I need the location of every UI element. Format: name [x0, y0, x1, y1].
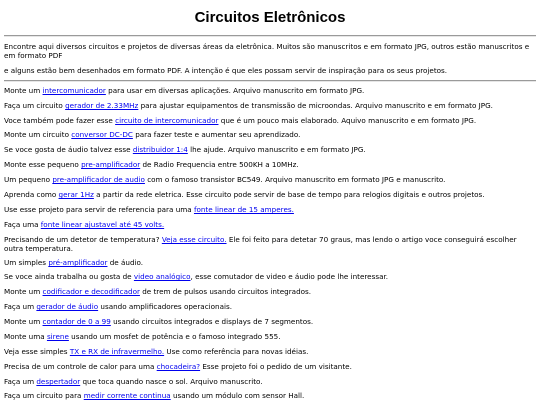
- intro-paragraph-2: e alguns estão bem desenhados em formato PDF. A intenção é que eles possam servir de inspiração para os seus projetos.: [4, 66, 448, 75]
- circuit-link[interactable]: conversor DC-DC: [71, 130, 133, 139]
- item-text: Veja esse simples: [4, 347, 70, 356]
- list-item: [4, 272, 534, 281]
- item-text: Se voce ainda trabalha ou gosta de: [4, 272, 134, 281]
- item-text: usando um módulo com sensor Hall.: [170, 391, 305, 400]
- circuit-link[interactable]: codificador e decodificador: [42, 287, 140, 296]
- item-text: que toca quando nasce o sol. Arquivo manuscrito.: [80, 377, 263, 386]
- page-title: Circuitos Eletrônicos: [194, 9, 346, 26]
- divider: [4, 35, 536, 37]
- item-text: para ajustar equipamentos de transmissão de microondas. Arquivo manuscrito e em formato JPG.: [138, 101, 493, 110]
- item-text: Faça um: [4, 302, 37, 311]
- list-item: [4, 86, 534, 95]
- item-text: que é um pouco mais elaborado. Aquivo manuscrito e em formato JPG.: [218, 116, 477, 125]
- divider: [4, 80, 536, 82]
- item-text: usando um mosfet de potência e o famoso integrado 555.: [68, 332, 281, 341]
- circuit-link[interactable]: gerar 1Hz: [58, 190, 94, 199]
- item-text: Faça um circuito: [4, 101, 66, 110]
- list-item: [4, 258, 534, 267]
- list-item: [4, 362, 534, 371]
- circuit-link[interactable]: Veja esse circuito.: [161, 235, 227, 244]
- list-item: [4, 287, 534, 296]
- item-text: Precisa de um controle de calor para uma: [4, 362, 157, 371]
- list-item: [4, 160, 534, 169]
- item-text: Ele foi feito para detetar 70 graus, mas lendo o artigo voce conseguirá escolher outra temperatura.: [4, 235, 517, 253]
- circuit-link[interactable]: chocadeira?: [156, 362, 201, 371]
- intro-paragraph-1: Encontre aqui diversos circuitos e projetos de diversas áreas da eletrônica. Muitos são manuscritos e em formato JPG, outros estão manuscritos e em formato PDF: [4, 42, 530, 60]
- item-text: Voce também pode fazer esse: [4, 116, 116, 125]
- list-item: [4, 317, 534, 326]
- item-text: Monte um: [4, 287, 43, 296]
- list-item: [4, 101, 534, 110]
- item-text: com o famoso transistor BC549. Arquivo manuscrito em formato JPG e manuscrito.: [144, 175, 446, 184]
- item-text: usando amplificadores operacionais.: [98, 302, 233, 311]
- circuit-link[interactable]: circuito de intercomunicador: [115, 116, 219, 125]
- item-text: Um simples: [4, 258, 49, 267]
- list-item: [4, 235, 534, 253]
- item-text: para usar em diversas aplicações. Arquivo manuscrito em formato JPG.: [105, 86, 365, 95]
- item-text: Faça um: [4, 377, 37, 386]
- list-item: [4, 220, 534, 229]
- item-text: Monte um: [4, 317, 43, 326]
- list-item: [4, 302, 534, 311]
- item-text: de Radio Frequencia entre 500KH a 10MHz.: [140, 160, 299, 169]
- list-item: [4, 190, 534, 199]
- item-text: de áudio.: [107, 258, 144, 267]
- circuit-link[interactable]: pre-amplificador de audio: [52, 175, 145, 184]
- item-text: Monte esse pequeno: [4, 160, 82, 169]
- circuit-link[interactable]: contador de 0 a 99: [42, 317, 111, 326]
- item-text: Monte uma: [4, 332, 47, 341]
- item-text: Esse projeto foi o pedido de um visitante.: [200, 362, 352, 371]
- list-item: [4, 332, 534, 341]
- list-item: [4, 130, 534, 139]
- circuit-link[interactable]: sirene: [46, 332, 69, 341]
- circuit-link[interactable]: fonte linear ajustavel até 45 volts.: [40, 220, 165, 229]
- item-text: Se voce gosta de áudio talvez esse: [4, 145, 133, 154]
- item-text: , esse comutador de video e áudio pode lhe interessar.: [190, 272, 389, 281]
- list-item: [4, 145, 534, 154]
- item-text: Um pequeno: [4, 175, 53, 184]
- circuit-link[interactable]: distribuidor 1:4: [132, 145, 188, 154]
- item-text: para fazer teste e aumentar seu aprendizado.: [132, 130, 301, 139]
- item-text: Use como referência para novas idéias.: [164, 347, 309, 356]
- list-item: [4, 391, 534, 400]
- item-text: Precisando de um detetor de temperatura?: [4, 235, 162, 244]
- circuit-link[interactable]: TX e RX de infravermelho.: [69, 347, 165, 356]
- item-text: Monte um circuito: [4, 130, 72, 139]
- circuit-link[interactable]: gerador de áudio: [36, 302, 99, 311]
- item-text: Use esse projeto para servir de referencia para uma: [4, 205, 194, 214]
- list-item: [4, 347, 534, 356]
- item-text: lhe ajude. Arquivo manuscrito e em formato JPG.: [187, 145, 366, 154]
- item-text: Faça uma: [4, 220, 41, 229]
- list-item: [4, 205, 534, 214]
- circuit-link[interactable]: pré-amplificador: [48, 258, 108, 267]
- circuit-link[interactable]: gerador de 2.33MHz: [65, 101, 139, 110]
- circuit-link[interactable]: despertador: [36, 377, 81, 386]
- circuit-link[interactable]: fonte linear de 15 amperes.: [193, 205, 294, 214]
- circuit-link[interactable]: pre-amplificador: [81, 160, 141, 169]
- circuit-link[interactable]: video analógico: [133, 272, 191, 281]
- item-text: a partir da rede eletrica. Esse circuito pode servir de base de tempo para relogios digitais e outros projetos.: [93, 190, 485, 199]
- item-text: de trem de pulsos usando circuitos integrados.: [139, 287, 312, 296]
- circuit-link[interactable]: intercomunicador: [42, 86, 106, 95]
- item-text: Monte um: [4, 86, 43, 95]
- item-text: Faça um circuito para: [4, 391, 84, 400]
- list-item: [4, 175, 534, 184]
- item-text: usando circuitos integrados e displays de 7 segmentos.: [110, 317, 314, 326]
- circuit-link[interactable]: medir corrente continua: [83, 391, 171, 400]
- list-item: [4, 116, 534, 125]
- item-text: Aprenda como: [4, 190, 59, 199]
- list-item: [4, 377, 534, 386]
